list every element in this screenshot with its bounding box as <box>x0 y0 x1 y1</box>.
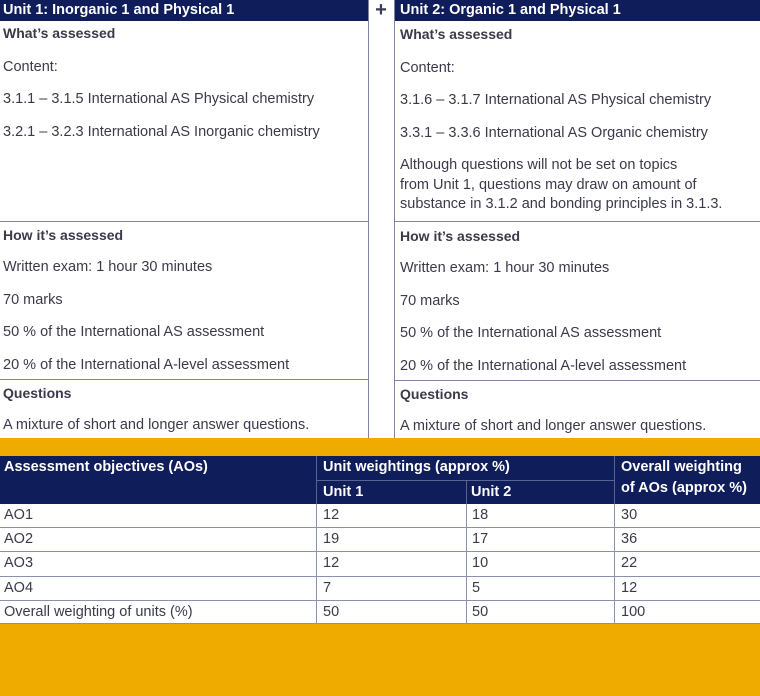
unit2-how-item: 20 % of the International A-level assessment <box>400 358 687 374</box>
header-divider <box>316 456 317 504</box>
unit1-whats-assessed: What’s assessed <box>3 25 116 41</box>
header-unit-weightings-label: Unit weightings (approx %) <box>323 459 510 475</box>
cell-unit1: 50 <box>323 604 340 620</box>
cell-overall: 12 <box>621 580 638 596</box>
divider <box>395 221 760 222</box>
divider <box>0 221 368 222</box>
row-divider <box>0 600 760 601</box>
header-ao <box>0 456 320 504</box>
row-divider <box>0 623 760 624</box>
unit2-whats-assessed: What’s assessed <box>400 26 513 42</box>
divider <box>0 379 368 380</box>
header-ao-label: Assessment objectives (AOs) <box>4 459 208 475</box>
unit2-note-line: from Unit 1, questions may draw on amount of <box>400 176 697 193</box>
unit2-note-line: substance in 3.1.2 and bonding principles in 3.1.3. <box>400 196 723 212</box>
cell-overall: 100 <box>621 604 646 620</box>
cell-unit2: 50 <box>472 604 489 620</box>
cell-unit2: 10 <box>472 555 489 571</box>
unit1-content-item: 3.2.1 – 3.2.3 International AS Inorganic chemistry <box>3 124 320 140</box>
unit1-how-item: Written exam: 1 hour 30 minutes <box>3 259 213 275</box>
unit1-how-assessed: How it’s assessed <box>3 227 124 243</box>
header-overall-line: of AOs (approx %) <box>621 480 747 496</box>
unit2-content-item: 3.1.6 – 3.1.7 International AS Physical chemistry <box>400 92 712 108</box>
unit2-note <box>395 156 752 215</box>
col-divider <box>614 504 615 624</box>
col-divider <box>466 504 467 624</box>
cell-ao: AO1 <box>4 507 34 523</box>
row-divider <box>0 527 760 528</box>
cell-unit2: 18 <box>472 507 489 523</box>
unit2-how-item: 70 marks <box>400 293 460 309</box>
header-divider <box>614 456 615 504</box>
unit2-content-item: 3.3.1 – 3.3.6 International AS Organic chemistry <box>400 125 708 141</box>
unit2-how-item: Written exam: 1 hour 30 minutes <box>400 260 610 276</box>
col-divider <box>316 504 317 624</box>
header-overall <box>614 456 760 504</box>
unit2-questions-text: A mixture of short and longer answer questions. <box>400 418 707 434</box>
row-divider <box>0 576 760 577</box>
unit2-title: Unit 2: Organic 1 and Physical 1 <box>395 0 760 21</box>
unit1-how-item: 20 % of the International A-level assessment <box>3 357 290 373</box>
cell-ao: Overall weighting of units (%) <box>4 604 193 620</box>
unit2-content-label: Content: <box>400 60 455 76</box>
cell-overall: 22 <box>621 555 638 571</box>
divider <box>395 380 760 381</box>
unit1-panel <box>0 0 369 438</box>
header-unit2-label: Unit 2 <box>471 484 512 500</box>
unit2-questions-title: Questions <box>400 386 469 402</box>
cell-unit1: 7 <box>323 580 332 596</box>
cell-overall: 30 <box>621 507 638 523</box>
header-overall-line: Overall weighting <box>621 459 742 475</box>
unit2-how-assessed: How it’s assessed <box>400 228 521 244</box>
header-unit-weightings <box>316 456 617 480</box>
cell-ao: AO2 <box>4 531 34 547</box>
cell-overall: 36 <box>621 531 638 547</box>
weightings-table <box>0 456 760 624</box>
unit1-how-item: 70 marks <box>3 292 63 308</box>
unit1-how-item: 50 % of the International AS assessment <box>3 324 265 340</box>
unit1-questions-title: Questions <box>3 385 72 401</box>
header-unit2 <box>466 480 619 504</box>
unit1-content-label: Content: <box>3 59 58 75</box>
header-divider <box>466 480 467 504</box>
header-unit1 <box>316 480 473 504</box>
cell-unit1: 19 <box>323 531 340 547</box>
unit2-panel <box>394 0 760 438</box>
header-unit1-label: Unit 1 <box>323 484 364 500</box>
unit2-how-item: 50 % of the International AS assessment <box>400 325 662 341</box>
row-divider <box>0 551 760 552</box>
unit1-content-item: 3.1.1 – 3.1.5 International AS Physical chemistry <box>3 91 315 107</box>
cell-ao: AO4 <box>4 580 34 596</box>
unit1-questions-text: A mixture of short and longer answer questions. <box>3 417 310 433</box>
plus-icon: + <box>375 0 387 21</box>
unit2-note-line: Although questions will not be set on topics <box>400 157 678 173</box>
cell-unit2: 5 <box>472 580 481 596</box>
cell-unit1: 12 <box>323 555 340 571</box>
cell-ao: AO3 <box>4 555 34 571</box>
cell-unit2: 17 <box>472 531 489 547</box>
unit1-title: Unit 1: Inorganic 1 and Physical 1 <box>0 0 368 21</box>
cell-unit1: 12 <box>323 507 340 523</box>
header-divider <box>316 480 614 481</box>
